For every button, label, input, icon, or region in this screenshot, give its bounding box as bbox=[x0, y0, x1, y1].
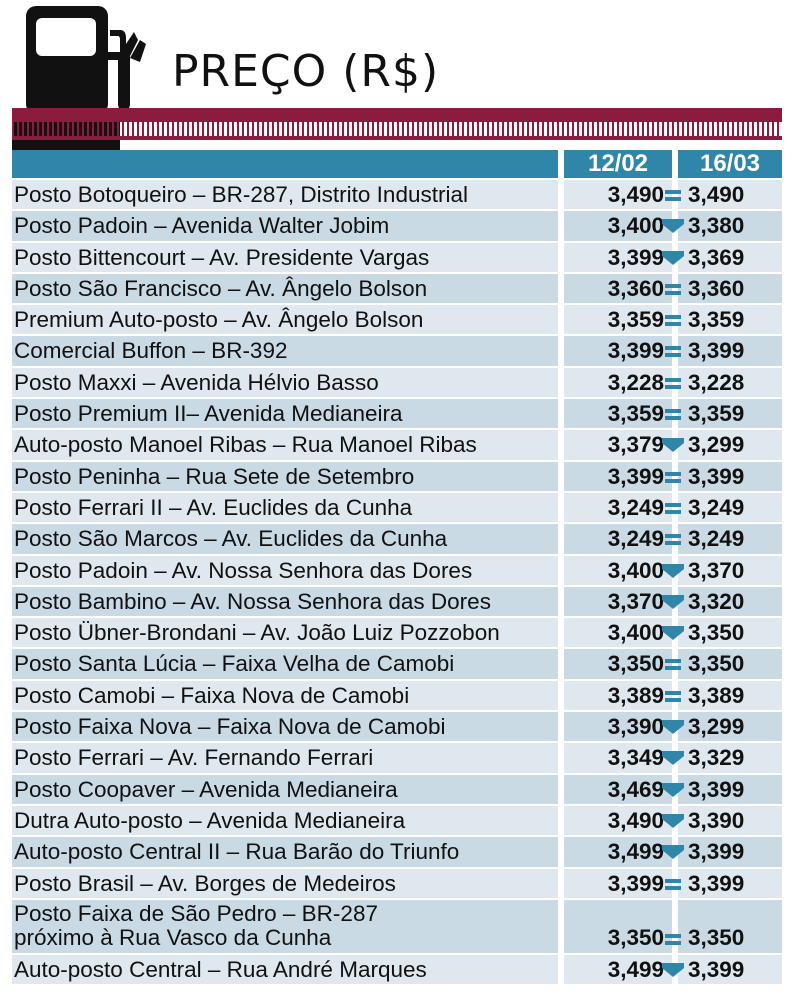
price-date-1: 3,399 bbox=[564, 462, 672, 491]
station-name-line: Posto Brasil – Av. Borges de Medeiros bbox=[14, 870, 396, 896]
price-date-2: 3,350 bbox=[678, 618, 782, 647]
price-date-2: 3,370 bbox=[678, 556, 782, 585]
column-header-date-2: 16/03 bbox=[678, 150, 782, 178]
trend-down-icon bbox=[660, 250, 686, 266]
station-name-line: Posto Coopaver – Avenida Medianeira bbox=[14, 776, 398, 802]
station-name-line: Posto Santa Lúcia – Faixa Velha de Camobi bbox=[14, 651, 455, 677]
price-date-2: 3,369 bbox=[678, 243, 782, 272]
header-band bbox=[12, 108, 782, 122]
table-row bbox=[12, 462, 782, 493]
station-name-line: Posto Faixa Nova – Faixa Nova de Camobi bbox=[14, 714, 446, 740]
table-row bbox=[12, 587, 782, 618]
table-row bbox=[12, 211, 782, 242]
station-name bbox=[12, 775, 558, 804]
station-name-line: Posto Camobi – Faixa Nova de Camobi bbox=[14, 682, 410, 708]
price-date-1: 3,390 bbox=[564, 712, 672, 741]
table-row bbox=[12, 618, 782, 649]
station-name bbox=[12, 243, 558, 272]
table-row bbox=[12, 399, 782, 430]
trend-equal-icon bbox=[660, 876, 686, 892]
price-date-1: 3,379 bbox=[564, 430, 672, 459]
table-row bbox=[12, 430, 782, 461]
station-name bbox=[12, 274, 558, 303]
station-name bbox=[12, 180, 558, 209]
station-name-line: Posto Premium II– Avenida Medianeira bbox=[14, 401, 403, 427]
price-date-2: 3,228 bbox=[678, 368, 782, 397]
price-date-1: 3,399 bbox=[564, 243, 672, 272]
price-date-1: 3,360 bbox=[564, 274, 672, 303]
table-row bbox=[12, 243, 782, 274]
header-ticks bbox=[12, 122, 782, 136]
price-date-2: 3,399 bbox=[678, 837, 782, 866]
table-row bbox=[12, 649, 782, 680]
price-date-2: 3,320 bbox=[678, 587, 782, 616]
price-date-1: 3,400 bbox=[564, 211, 672, 240]
price-date-2: 3,359 bbox=[678, 305, 782, 334]
table-row bbox=[12, 806, 782, 837]
price-date-1: 3,499 bbox=[564, 837, 672, 866]
station-name bbox=[12, 305, 558, 334]
trend-down-icon bbox=[660, 813, 686, 829]
station-name-line: Posto Bambino – Av. Nossa Senhora das Dores bbox=[14, 588, 491, 614]
station-name bbox=[12, 336, 558, 365]
trend-equal-icon bbox=[660, 931, 686, 947]
price-date-2: 3,350 bbox=[678, 649, 782, 678]
station-name-line: Posto Peninha – Rua Sete de Setembro bbox=[14, 463, 415, 489]
price-date-2: 3,399 bbox=[678, 955, 782, 984]
price-date-2: 3,249 bbox=[678, 524, 782, 553]
station-name-line: Posto Faixa de São Pedro – BR-287 bbox=[14, 900, 378, 926]
station-name bbox=[12, 462, 558, 491]
price-date-2: 3,249 bbox=[678, 493, 782, 522]
station-name bbox=[12, 955, 558, 984]
table-row bbox=[12, 900, 782, 955]
table-row bbox=[12, 837, 782, 868]
station-name bbox=[12, 837, 558, 866]
price-date-2: 3,399 bbox=[678, 775, 782, 804]
station-name bbox=[12, 743, 558, 772]
station-name bbox=[12, 556, 558, 585]
trend-equal-icon bbox=[660, 688, 686, 704]
price-date-1: 3,499 bbox=[564, 955, 672, 984]
header-rule bbox=[12, 136, 782, 140]
price-date-1: 3,350 bbox=[564, 649, 672, 678]
station-name-line: Auto-posto Central II – Rua Barão do Triunfo bbox=[14, 839, 460, 865]
price-date-2: 3,399 bbox=[678, 336, 782, 365]
table-row bbox=[12, 775, 782, 806]
trend-down-icon bbox=[660, 719, 686, 735]
station-name-line: Posto Padoin – Avenida Walter Jobim bbox=[14, 213, 390, 239]
station-name bbox=[12, 649, 558, 678]
trend-equal-icon bbox=[660, 500, 686, 516]
trend-down-icon bbox=[660, 437, 686, 453]
trend-down-icon bbox=[660, 782, 686, 798]
station-name-line: Posto Übner-Brondani – Av. João Luiz Pozzobon bbox=[14, 620, 500, 646]
price-date-1: 3,359 bbox=[564, 305, 672, 334]
station-name-line: próximo à Rua Vasco da Cunha bbox=[14, 924, 332, 950]
station-name bbox=[12, 806, 558, 835]
station-name bbox=[12, 430, 558, 459]
trend-down-icon bbox=[660, 218, 686, 234]
price-date-2: 3,350 bbox=[678, 900, 782, 953]
station-name-line: Posto São Francisco – Av. Ângelo Bolson bbox=[14, 275, 428, 301]
table-row bbox=[12, 955, 782, 986]
station-name bbox=[12, 211, 558, 240]
price-date-1: 3,490 bbox=[564, 180, 672, 209]
trend-equal-icon bbox=[660, 343, 686, 359]
table-row bbox=[12, 180, 782, 211]
price-date-2: 3,389 bbox=[678, 681, 782, 710]
trend-equal-icon bbox=[660, 531, 686, 547]
price-date-2: 3,299 bbox=[678, 430, 782, 459]
price-date-1: 3,399 bbox=[564, 869, 672, 898]
station-name bbox=[12, 587, 558, 616]
trend-down-icon bbox=[660, 625, 686, 641]
station-name-line: Posto Botoqueiro – BR-287, Distrito Industrial bbox=[14, 182, 468, 207]
station-name-line: Comercial Buffon – BR-392 bbox=[14, 338, 288, 364]
station-name-line: Posto Maxxi – Avenida Hélvio Basso bbox=[14, 369, 379, 395]
price-date-1: 3,469 bbox=[564, 775, 672, 804]
price-date-2: 3,380 bbox=[678, 211, 782, 240]
table-row bbox=[12, 681, 782, 712]
price-date-1: 3,249 bbox=[564, 524, 672, 553]
price-date-2: 3,490 bbox=[678, 180, 782, 209]
station-name-line: Premium Auto-posto – Av. Ângelo Bolson bbox=[14, 307, 424, 333]
trend-equal-icon bbox=[660, 656, 686, 672]
station-name bbox=[12, 524, 558, 553]
trend-down-icon bbox=[660, 563, 686, 579]
trend-down-icon bbox=[660, 750, 686, 766]
price-date-1: 3,349 bbox=[564, 743, 672, 772]
table-row bbox=[12, 274, 782, 305]
table-row bbox=[12, 869, 782, 900]
column-header-date-1: 12/02 bbox=[564, 150, 672, 178]
station-name-line: Posto Padoin – Av. Nossa Senhora das Dores bbox=[14, 557, 473, 583]
price-date-1: 3,400 bbox=[564, 556, 672, 585]
trend-down-icon bbox=[660, 844, 686, 860]
price-date-1: 3,370 bbox=[564, 587, 672, 616]
table-row bbox=[12, 368, 782, 399]
price-table bbox=[12, 180, 782, 986]
trend-equal-icon bbox=[660, 406, 686, 422]
trend-equal-icon bbox=[660, 281, 686, 297]
price-date-1: 3,400 bbox=[564, 618, 672, 647]
table-row bbox=[12, 336, 782, 367]
trend-down-icon bbox=[660, 962, 686, 978]
table-row bbox=[12, 556, 782, 587]
trend-equal-icon bbox=[660, 312, 686, 328]
price-date-1: 3,350 bbox=[564, 900, 672, 953]
trend-down-icon bbox=[660, 594, 686, 610]
price-date-1: 3,389 bbox=[564, 681, 672, 710]
price-date-2: 3,390 bbox=[678, 806, 782, 835]
station-name bbox=[12, 712, 558, 741]
table-header-bar bbox=[12, 150, 558, 178]
station-name-line: Dutra Auto-posto – Avenida Medianeira bbox=[14, 807, 406, 833]
station-name bbox=[12, 681, 558, 710]
price-date-2: 3,360 bbox=[678, 274, 782, 303]
table-row bbox=[12, 712, 782, 743]
station-name bbox=[12, 900, 558, 953]
station-name bbox=[12, 399, 558, 428]
trend-equal-icon bbox=[660, 375, 686, 391]
table-row bbox=[12, 305, 782, 336]
table-row bbox=[12, 524, 782, 555]
station-name-line: Auto-posto Central – Rua André Marques bbox=[14, 956, 427, 982]
station-name-line: Posto São Marcos – Av. Euclides da Cunha bbox=[14, 526, 448, 552]
price-date-1: 3,359 bbox=[564, 399, 672, 428]
trend-equal-icon bbox=[660, 469, 686, 485]
price-date-1: 3,249 bbox=[564, 493, 672, 522]
price-date-2: 3,399 bbox=[678, 462, 782, 491]
price-date-2: 3,359 bbox=[678, 399, 782, 428]
station-name-line: Auto-posto Manoel Ribas – Rua Manoel Ribas bbox=[14, 432, 477, 458]
station-name-line: Posto Ferrari – Av. Fernando Ferrari bbox=[14, 745, 374, 771]
price-date-1: 3,228 bbox=[564, 368, 672, 397]
page-title: PREÇO (R$) bbox=[172, 46, 440, 97]
station-name bbox=[12, 618, 558, 647]
trend-equal-icon bbox=[660, 187, 686, 203]
price-date-1: 3,490 bbox=[564, 806, 672, 835]
price-date-2: 3,329 bbox=[678, 743, 782, 772]
price-date-2: 3,399 bbox=[678, 869, 782, 898]
station-name-line: Posto Bittencourt – Av. Presidente Vargas bbox=[14, 244, 430, 270]
station-name-line: Posto Ferrari II – Av. Euclides da Cunha bbox=[14, 494, 413, 520]
price-date-2: 3,299 bbox=[678, 712, 782, 741]
table-row bbox=[12, 493, 782, 524]
station-name bbox=[12, 493, 558, 522]
price-date-1: 3,399 bbox=[564, 336, 672, 365]
station-name bbox=[12, 368, 558, 397]
table-row bbox=[12, 743, 782, 774]
station-name bbox=[12, 869, 558, 898]
